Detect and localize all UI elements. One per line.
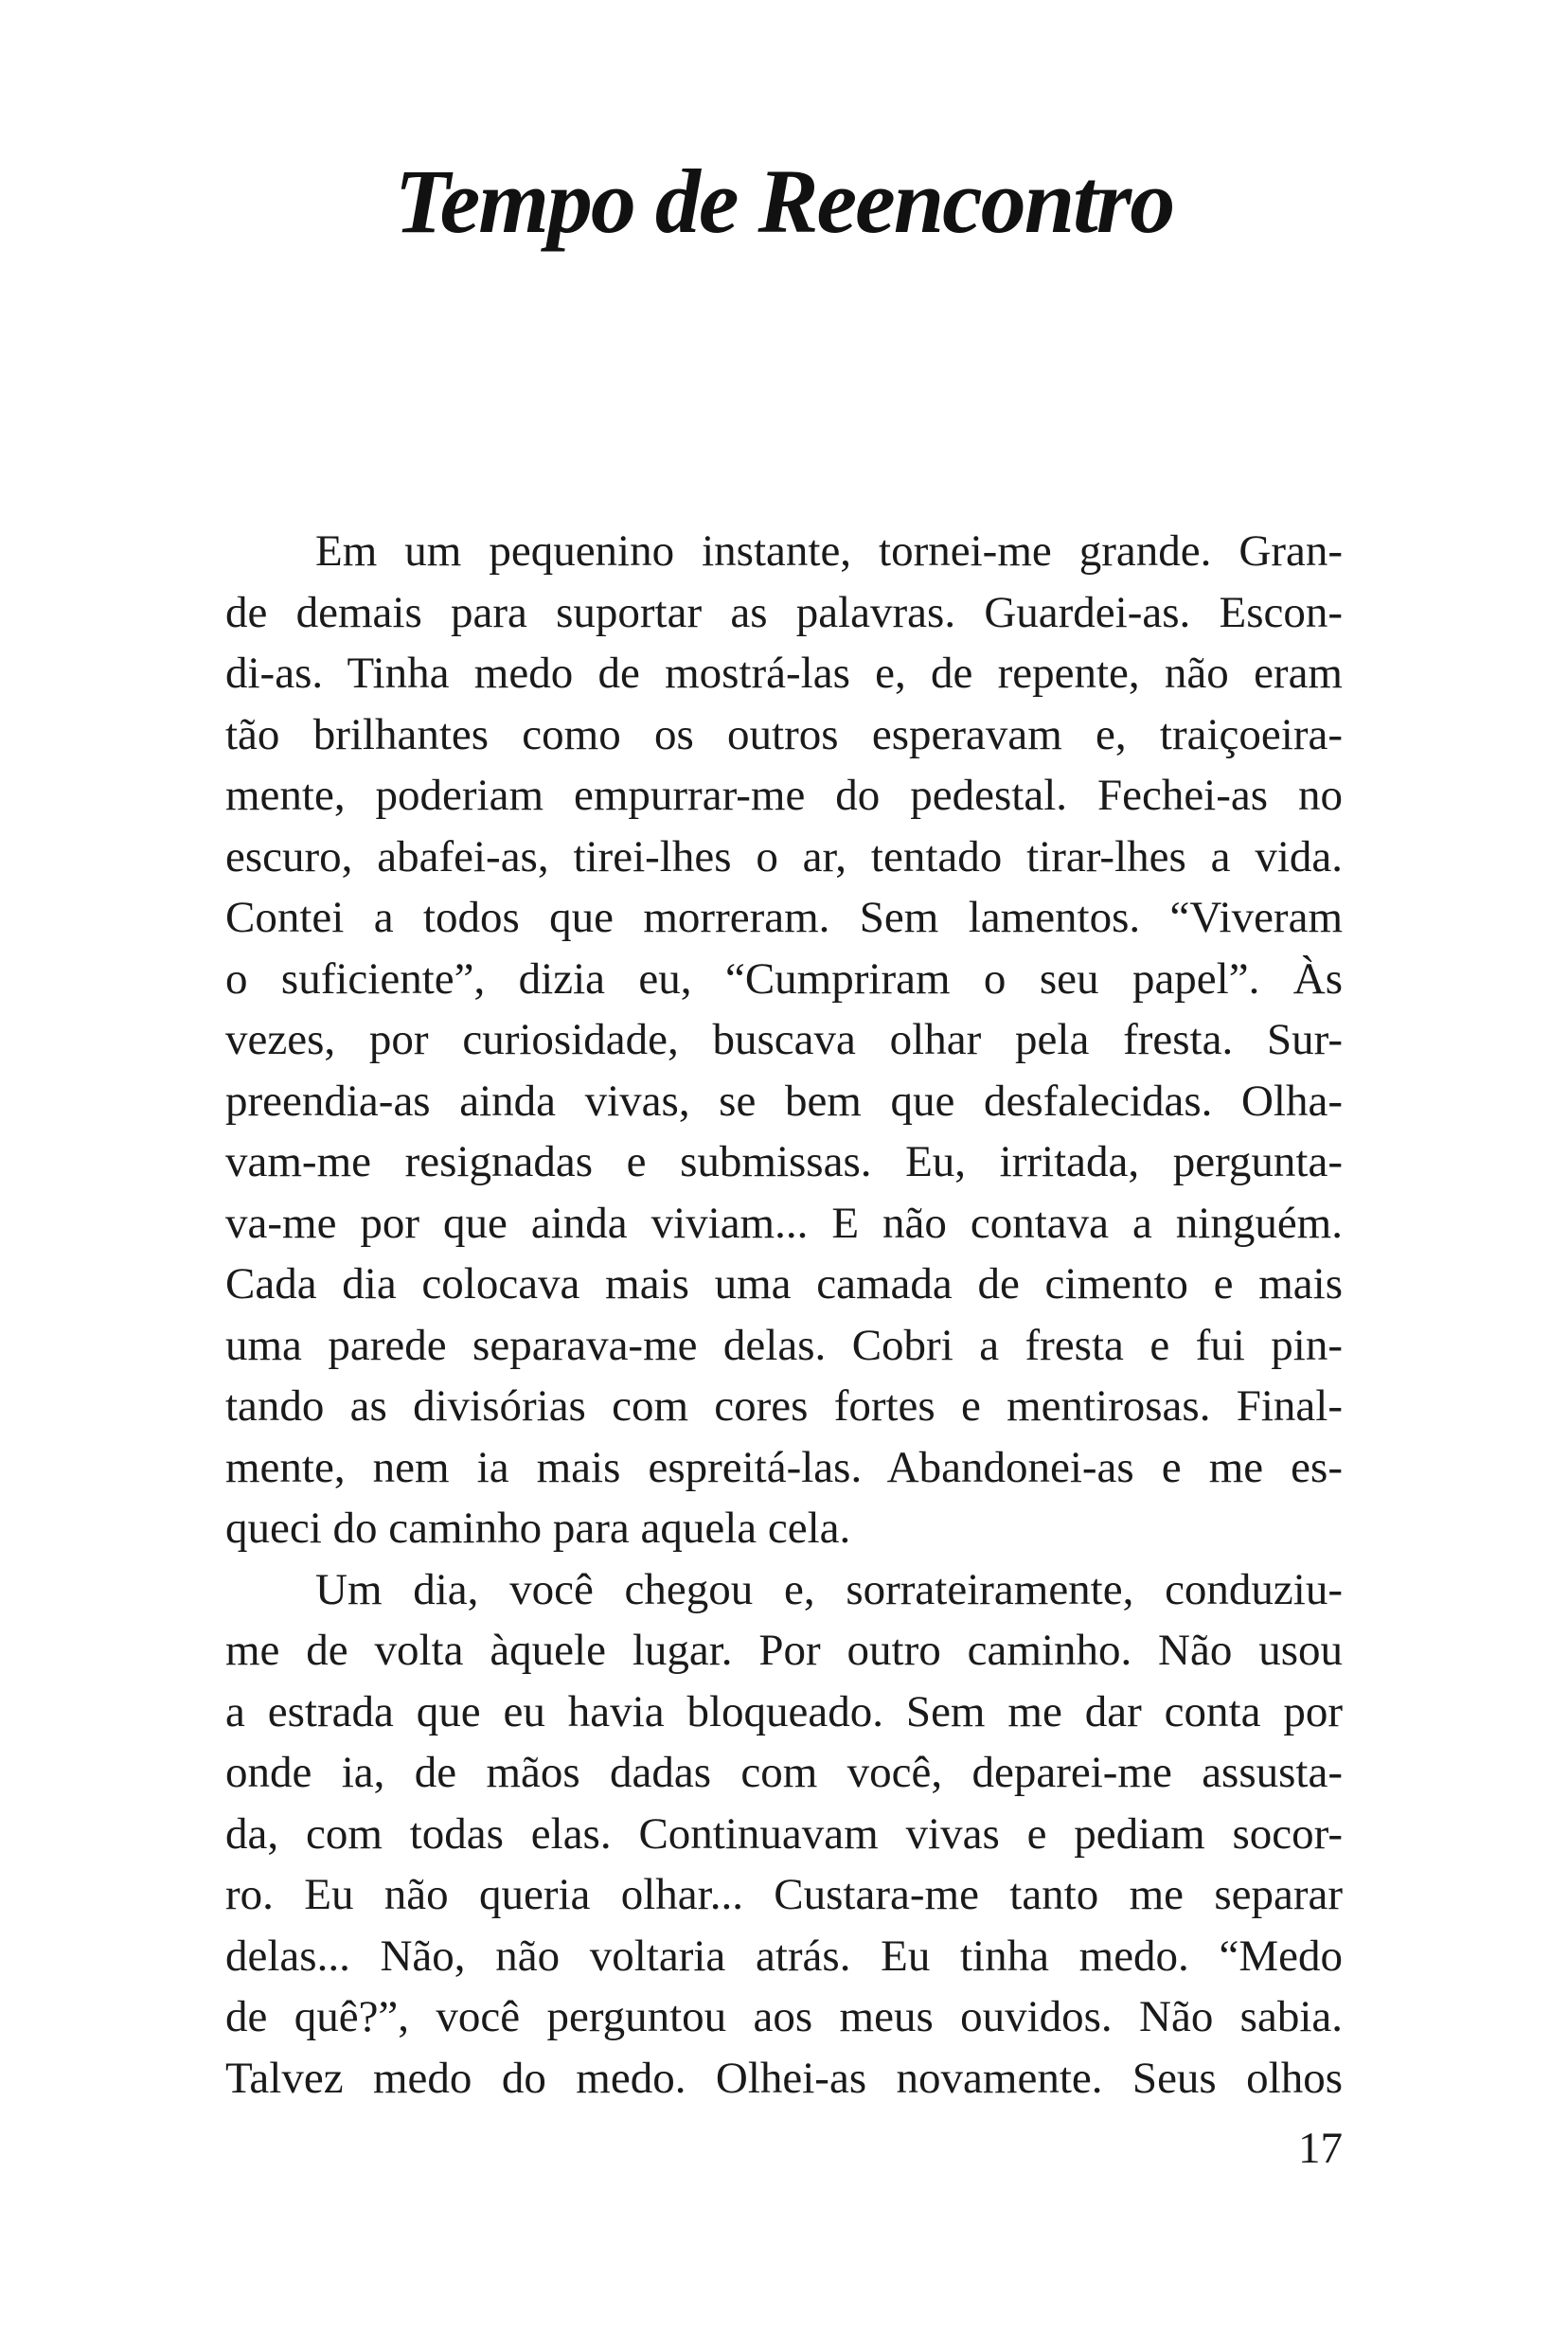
text-line: escuro, abafei-as, tirei-lhes o ar, tentado tirar-lhes a vida.: [225, 831, 1343, 881]
text-line: Em um pequenino instante, tornei-me grande. Gran-: [315, 526, 1343, 576]
text-line: tão brilhantes como os outros esperavam e, traiçoeira-: [225, 709, 1343, 759]
text-line: Contei a todos que morreram. Sem lamentos. “Viveram: [225, 893, 1343, 942]
text-line: da, com todas elas. Continuavam vivas e pediam socor-: [225, 1808, 1343, 1859]
body-text: [225, 521, 1343, 2109]
text-line: o suficiente”, dizia eu, “Cumpriram o seu papel”. Às: [225, 953, 1343, 1004]
page-number: 17: [1298, 2124, 1343, 2173]
text-line: preendia-as ainda vivas, se bem que desfalecidas. Olha-: [225, 1076, 1343, 1126]
text-line: a estrada que eu havia bloqueado. Sem me dar conta por: [225, 1686, 1343, 1736]
text-line: mente, nem ia mais espreitá-las. Abandonei-as e me es-: [225, 1442, 1343, 1492]
text-line: delas... Não, não voltaria atrás. Eu tinha medo. “Medo: [225, 1931, 1343, 1981]
chapter-title: Tempo de Reencontro: [394, 151, 1174, 252]
text-line: tando as divisórias com cores fortes e mentirosas. Final-: [225, 1381, 1343, 1431]
text-line: me de volta àquele lugar. Por outro caminho. Não usou: [225, 1626, 1343, 1675]
text-line: onde ia, de mãos dadas com você, deparei-me assusta-: [225, 1748, 1343, 1797]
text-line: ro. Eu não queria olhar... Custara-me tanto me separar: [225, 1870, 1343, 1919]
text-line: de demais para suportar as palavras. Guardei-as. Escon-: [225, 587, 1343, 637]
text-line: Um dia, você chegou e, sorrateiramente, conduziu-: [315, 1564, 1343, 1614]
text-line: va-me por que ainda viviam... E não contava a ninguém.: [225, 1198, 1343, 1248]
text-line: mente, poderiam empurrar-me do pedestal. Fechei-as no: [225, 771, 1343, 820]
text-line: uma parede separava-me delas. Cobri a fresta e fui pin-: [225, 1320, 1343, 1370]
text-line: vezes, por curiosidade, buscava olhar pela fresta. Sur-: [225, 1015, 1343, 1064]
text-line: de quê?”, você perguntou aos meus ouvidos. Não sabia.: [225, 1992, 1343, 2041]
text-line: queci do caminho para aquela cela.: [225, 1504, 851, 1553]
text-line: Cada dia colocava mais uma camada de cimento e mais: [225, 1259, 1343, 1309]
text-line: Talvez medo do medo. Olhei-as novamente. Seus olhos: [225, 2053, 1343, 2103]
text-line: di-as. Tinha medo de mostrá-las e, de repente, não eram: [225, 649, 1343, 698]
text-line: vam-me resignadas e submissas. Eu, irritada, pergunta-: [225, 1137, 1343, 1186]
